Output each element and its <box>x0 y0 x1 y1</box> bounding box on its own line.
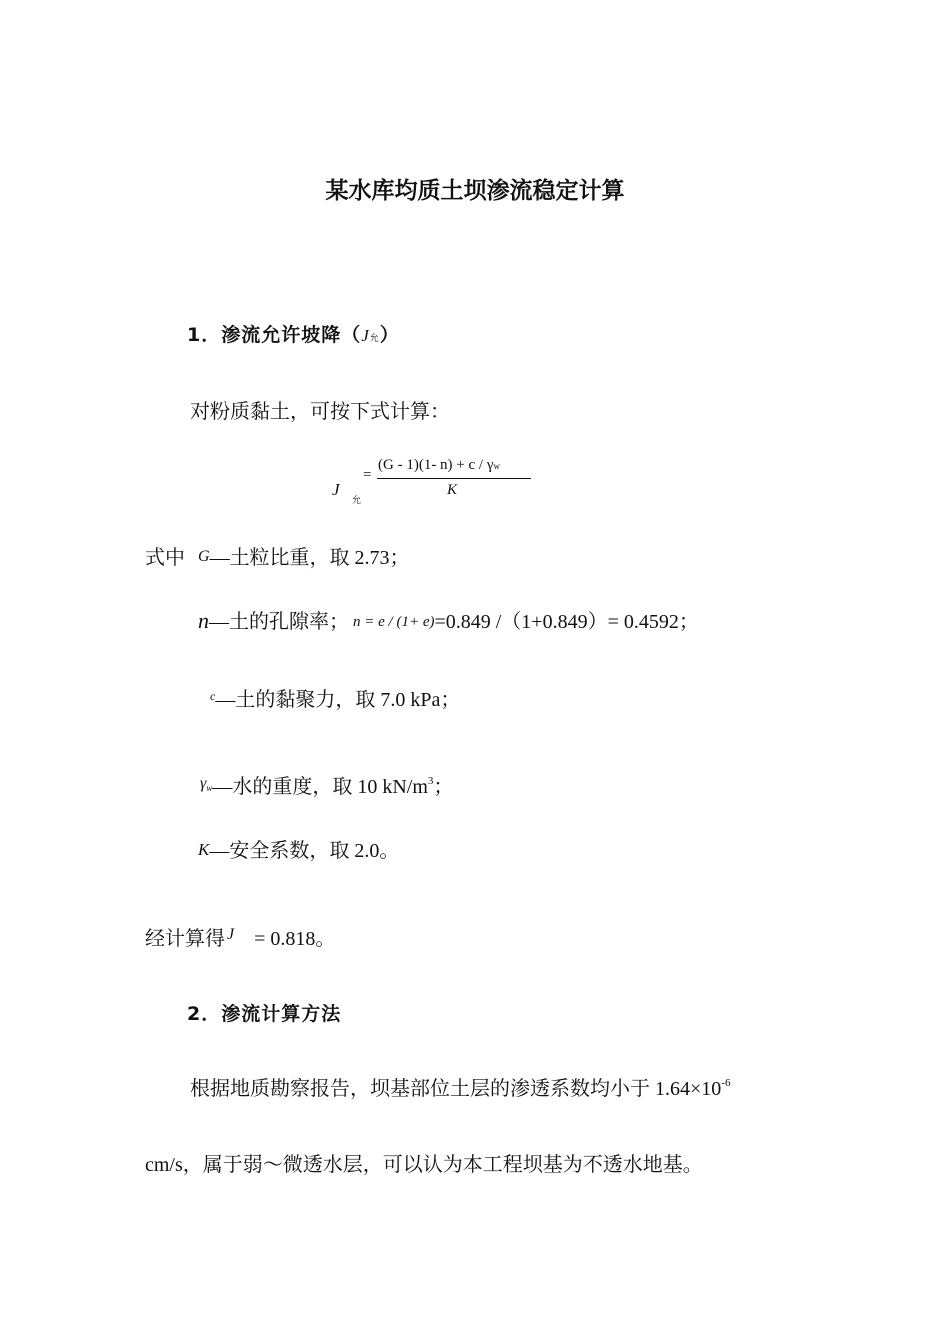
definition-k-text: —安全系数，取 2.0。 <box>209 840 400 862</box>
definition-g-text: —土粒比重，取 2.73； <box>209 547 410 569</box>
symbol-g: G <box>198 548 210 565</box>
section-2-paragraph-line-1 <box>190 1072 730 1101</box>
symbol-j-sub: 允 <box>369 334 380 344</box>
definition-gamma-text: —水的重度，取 10 kN/m <box>212 776 428 798</box>
definition-gamma-w <box>200 770 453 799</box>
paragraph-sup: -6 <box>721 1077 731 1089</box>
definition-k <box>198 834 399 863</box>
formula-numerator <box>378 457 500 474</box>
section-1-heading-suffix: ） <box>379 324 400 346</box>
result-line <box>145 922 335 951</box>
symbol-gamma-sub: w <box>206 783 213 793</box>
section-2-paragraph-line-2: cm/s，属于弱～微透水层，可以认为本工程坝基为不透水地基。 <box>145 1154 703 1176</box>
definition-n-formula: n = e / (1+ e) <box>353 614 435 630</box>
symbol-c: c <box>210 689 216 703</box>
definition-n-text: —土的孔隙率； <box>209 611 349 633</box>
symbol-n: n <box>198 608 209 633</box>
definition-g <box>145 541 410 570</box>
result-prefix: 经计算得 <box>145 928 225 950</box>
symbol-k: K <box>198 840 210 859</box>
section-1-heading-prefix: 1．渗流允许坡降（ <box>187 324 362 346</box>
page-title: 某水库均质土坝渗流稳定计算 <box>325 178 625 204</box>
definition-c-text: —土的黏聚力，取 7.0 kPa； <box>215 689 461 711</box>
formula-numerator-text: (G - 1)(1- n) + c / γ <box>378 457 494 473</box>
definition-n <box>198 605 699 634</box>
fraction-bar <box>377 478 531 479</box>
definition-c <box>210 683 460 712</box>
section-2-heading: 2．渗流计算方法 <box>187 1003 342 1025</box>
definition-gamma-text-end: ； <box>433 776 454 798</box>
symbol-gamma: γ <box>200 775 207 792</box>
formula-denominator: K <box>447 482 458 498</box>
definition-gamma-sup: 3 <box>427 775 434 787</box>
paragraph-text: 根据地质勘察报告，坝基部位土层的渗透系数均小于 1.64×10 <box>190 1078 722 1100</box>
formula-lhs: J <box>332 480 340 499</box>
formula-numerator-sub: w <box>493 461 500 471</box>
definitions-lead: 式中 <box>145 547 185 569</box>
intro-text: 对粉质黏土，可按下式计算： <box>190 401 450 423</box>
formula-lhs-sub: 允 <box>352 495 362 505</box>
section-1-heading <box>187 320 400 347</box>
definition-n-result: =0.849 /（1+0.849）= 0.4592； <box>434 611 699 633</box>
formula-equals: = <box>363 467 372 483</box>
result-value: = 0.818。 <box>254 928 336 950</box>
symbol-j: J <box>361 326 370 345</box>
result-symbol: J <box>227 926 235 943</box>
